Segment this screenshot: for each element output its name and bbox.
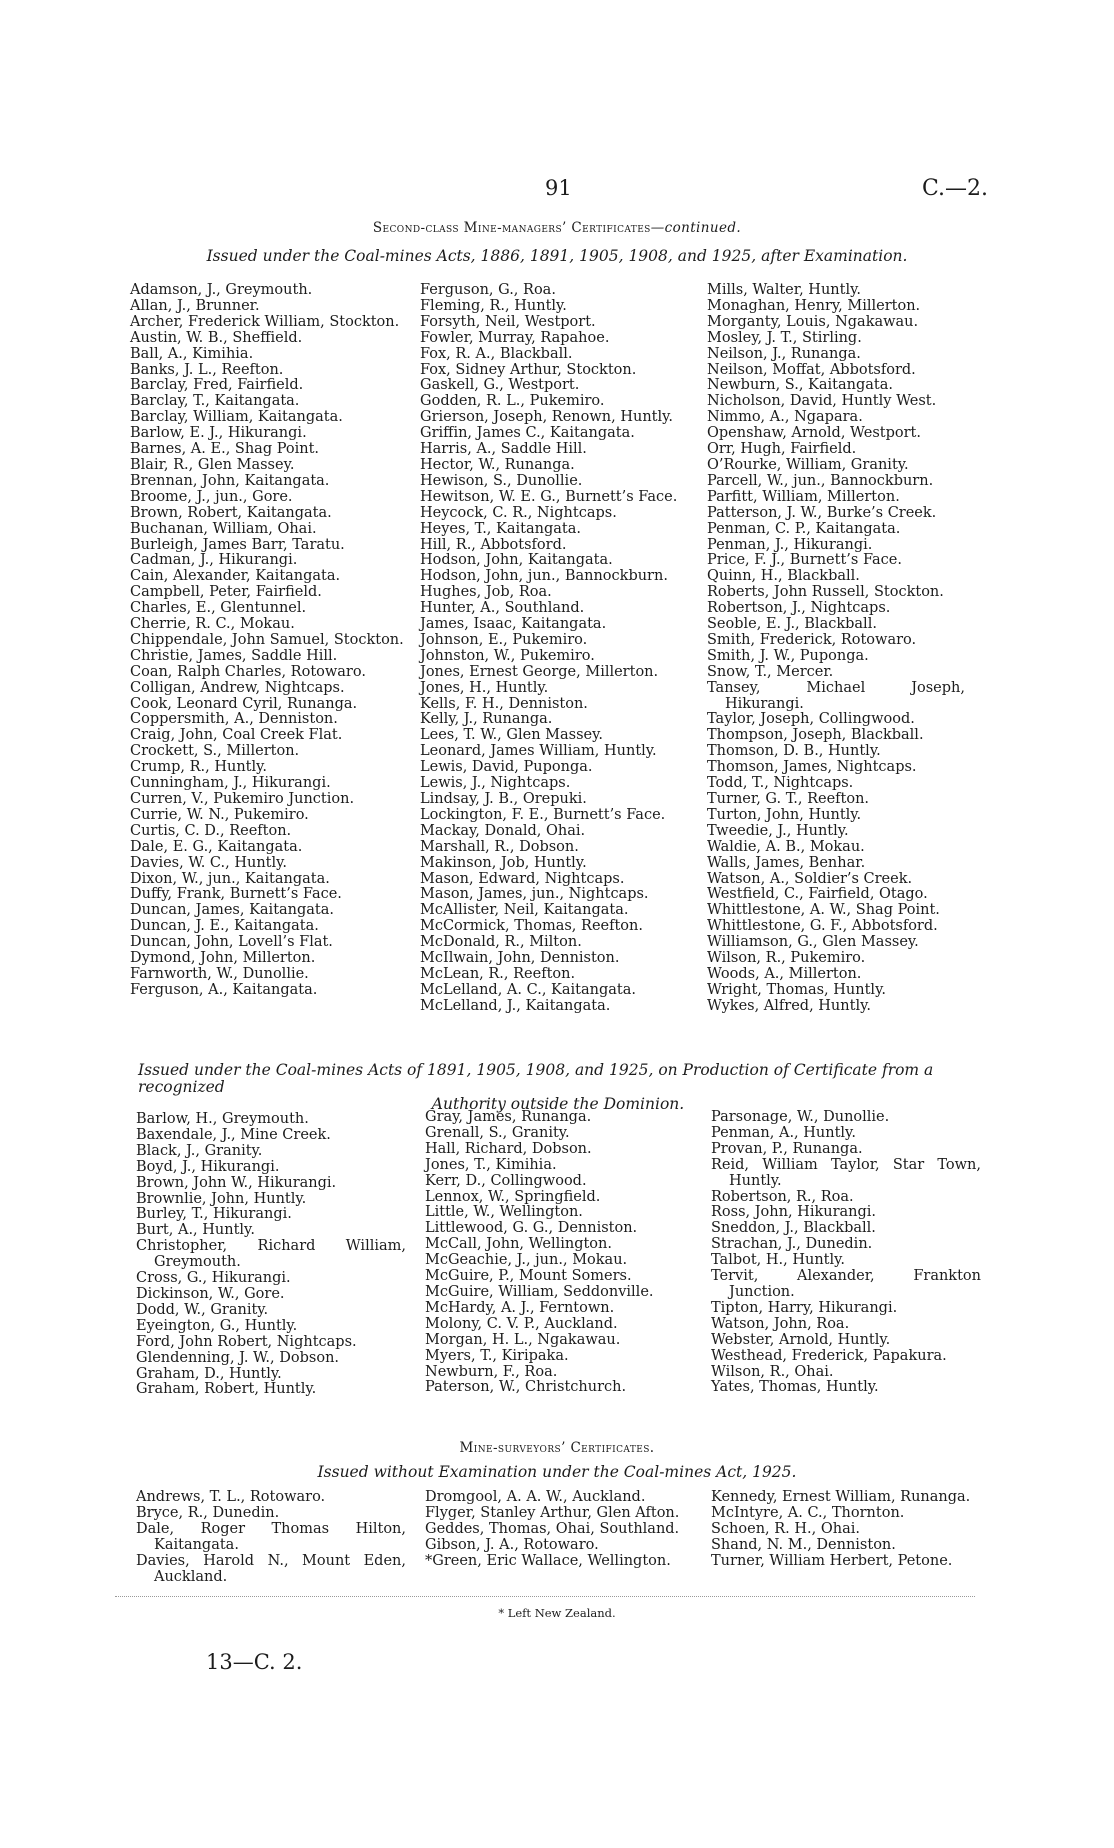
name-entry: Walls, James, Benhar. [707,854,866,871]
name-entry: Cunningham, J., Hikurangi. [130,775,331,792]
name-entry: Eyeington, G., Huntly. [136,1317,298,1334]
name-entry: Neilson, J., Runanga. [707,345,861,362]
name-entry: Heyes, T., Kaitangata. [420,520,581,537]
name-entry: Burleigh, James Barr, Taratu. [130,536,345,553]
name-entry: Craig, John, Coal Creek Flat. [130,727,343,744]
name-entry: Sneddon, J., Blackball. [711,1220,876,1237]
name-entry: Campbell, Peter, Fairfield. [130,584,322,601]
name-entry: Westhead, Frederick, Papakura. [711,1347,947,1364]
name-entry: Bryce, R., Dunedin. [136,1504,280,1521]
name-entry: Parcell, W., jun., Bannockburn. [707,472,934,489]
name-entry: Forsyth, Neil, Westport. [420,313,596,330]
name-entry: McIntyre, A. C., Thornton. [711,1504,905,1521]
name-entry: Jones, H., Huntly. [420,679,549,696]
name-entry: Dickinson, W., Gore. [136,1285,285,1302]
name-entry: Wilson, R., Pukemiro. [707,950,866,967]
name-entry: McDonald, R., Milton. [420,934,582,951]
name-entry: Broome, J., jun., Gore. [130,488,293,505]
footnote: * Left New Zealand. [498,1606,616,1620]
name-entry: Gaskell, G., Westport. [420,377,580,394]
section2-subtitle [138,1062,978,1113]
name-entry: Mackay, Donald, Ohai. [420,822,586,839]
name-entry: Turner, G. T., Reefton. [707,791,870,807]
name-entry: Tansey, Michael Joseph, Hikurangi. [707,679,965,712]
name-entry: O’Rourke, William, Granity. [707,456,909,473]
name-entry: Wykes, Alfred, Huntly. [707,997,871,1014]
name-entry: McLean, R., Reefton. [420,965,576,982]
name-entry: Grierson, Joseph, Renown, Huntly. [420,409,673,426]
name-entry: Barclay, William, Kaitangata. [130,409,343,426]
name-entry: Turner, William Herbert, Petone. [711,1552,953,1569]
name-entry: McCall, John, Wellington. [425,1236,612,1253]
name-entry: Kelly, J., Runanga. [420,711,553,728]
name-entry: James, Isaac, Kaitangata. [420,616,607,633]
section3-subtitle: Issued without Examination under the Coal-mines Act, 1925. [317,1463,797,1481]
name-entry: Orr, Hugh, Fairfield. [707,441,857,458]
name-entry: Paterson, W., Christchurch. [425,1379,627,1396]
name-entry: Andrews, T. L., Rotowaro. [136,1489,326,1505]
section1-title-suffix: —continued. [650,220,742,236]
name-entry: Morgan, H. L., Ngakawau. [425,1331,621,1348]
name-entry: Tipton, Harry, Hikurangi. [711,1299,898,1316]
section3-column-2 [425,1490,693,1570]
signature-mark: 13—C. 2. [206,1650,303,1674]
name-entry: Schoen, R. H., Ohai. [711,1520,860,1537]
name-entry: Thomson, James, Nightcaps. [707,759,917,776]
name-entry: Geddes, Thomas, Ohai, Southland. [425,1520,680,1537]
name-entry: Adamson, J., Greymouth. [130,282,313,298]
section1-title-text: Second-class Mine-managers’ Certificates [372,220,651,236]
section3-column-3 [711,1490,981,1570]
name-entry: *Green, Eric Wallace, Wellington. [425,1552,671,1569]
name-entry: Barlow, H., Greymouth. [136,1111,309,1127]
name-entry: Nicholson, David, Huntly West. [707,393,937,410]
name-entry: Boyd, J., Hikurangi. [136,1158,280,1175]
name-entry: Banks, J. L., Reefton. [130,361,284,378]
name-entry: Watson, A., Soldier’s Creek. [707,870,913,887]
name-entry: Robertson, R., Roa. [711,1188,854,1205]
name-entry: Fowler, Murray, Rapahoe. [420,329,610,346]
name-entry: Whittlestone, G. F., Abbotsford. [707,918,938,935]
section3-column-1 [136,1490,406,1585]
name-entry: McLelland, J., Kaitangata. [420,997,611,1014]
name-entry: Cherrie, R. C., Mokau. [130,616,295,633]
name-entry: Mills, Walter, Huntly. [707,282,861,298]
name-entry: Gibson, J. A., Rotowaro. [425,1536,599,1553]
name-entry: Hall, Richard, Dobson. [425,1140,592,1157]
name-entry: Cook, Leonard Cyril, Runanga. [130,695,358,712]
name-entry: Wilson, R., Ohai. [711,1363,834,1380]
name-entry: Flyger, Stanley Arthur, Glen Afton. [425,1504,680,1521]
name-entry: Todd, T., Nightcaps. [707,775,854,792]
name-entry: Jones, T., Kimihia. [425,1156,557,1173]
name-entry: Ball, A., Kimihia. [130,345,254,362]
section2-column-3 [711,1110,981,1396]
name-entry: Dixon, W., jun., Kaitangata. [130,870,330,887]
name-entry: Smith, J. W., Puponga. [707,647,869,664]
name-entry: Fox, Sidney Arthur, Stockton. [420,361,637,378]
name-entry: Watson, John, Roa. [711,1315,850,1332]
name-entry: Dale, E. G., Kaitangata. [130,838,303,855]
name-entry: Turton, John, Huntly. [707,806,862,823]
name-entry: Curtis, C. D., Reefton. [130,822,292,839]
name-entry: Marshall, R., Dobson. [420,838,579,855]
name-entry: Jones, Ernest George, Millerton. [420,663,659,680]
name-entry: Austin, W. B., Sheffield. [130,329,303,346]
name-entry: Lees, T. W., Glen Massey. [420,727,603,744]
name-entry: Reid, William Taylor, Star Town, Huntly. [711,1156,981,1189]
name-entry: Dymond, John, Millerton. [130,950,316,967]
name-entry: Cadman, J., Hikurangi. [130,552,298,569]
name-entry: Parsonage, W., Dunollie. [711,1109,890,1125]
name-entry: Wright, Thomas, Huntly. [707,981,886,998]
name-entry: McGuire, William, Seddonville. [425,1283,654,1300]
name-entry: Dromgool, A. A. W., Auckland. [425,1489,646,1505]
name-entry: Shand, N. M., Denniston. [711,1536,896,1553]
name-entry: Price, F. J., Burnett’s Face. [707,552,902,569]
name-entry: Brown, John W., Hikurangi. [136,1174,337,1191]
section1-subtitle: Issued under the Coal-mines Acts, 1886, 1891, 1905, 1908, and 1925, after Examination. [206,247,908,265]
name-entry: McCormick, Thomas, Reefton. [420,918,643,935]
name-entry: Brennan, John, Kaitangata. [130,472,330,489]
name-entry: Mason, Edward, Nightcaps. [420,870,625,887]
section1-title [0,220,1114,236]
name-entry: Duncan, John, Lovell’s Flat. [130,934,333,951]
section2-column-1 [136,1112,406,1398]
name-entry: Godden, R. L., Pukemiro. [420,393,605,410]
name-entry: Neilson, Moffat, Abbotsford. [707,361,916,378]
name-entry: Coppersmith, A., Denniston. [130,711,338,728]
name-entry: Grenall, S., Granity. [425,1124,570,1141]
name-entry: Hill, R., Abbotsford. [420,536,567,553]
name-entry: Chippendale, John Samuel, Stockton. [130,631,404,648]
name-entry: Thompson, Joseph, Blackball. [707,727,924,744]
name-entry: McGeachie, J., jun., Mokau. [425,1252,628,1269]
name-entry: Glendenning, J. W., Dobson. [136,1349,340,1366]
name-entry: Heycock, C. R., Nightcaps. [420,504,617,521]
footnote-rule [115,1596,975,1597]
name-entry: Ferguson, A., Kaitangata. [130,981,318,998]
name-entry: Graham, Robert, Huntly. [136,1381,317,1398]
name-entry: Littlewood, G. G., Denniston. [425,1220,638,1237]
name-entry: Patterson, J. W., Burke’s Creek. [707,504,937,521]
name-entry: Crump, R., Huntly. [130,759,268,776]
section1-column-2 [420,283,688,1015]
name-entry: Johnston, W., Pukemiro. [420,647,595,664]
name-entry: Fleming, R., Huntly. [420,297,567,314]
name-entry: Barnes, A. E., Shag Point. [130,441,320,458]
name-entry: McHardy, A. J., Ferntown. [425,1299,615,1316]
name-entry: Duffy, Frank, Burnett’s Face. [130,886,342,903]
name-entry: Hughes, Job, Roa. [420,584,552,601]
name-entry: Cross, G., Hikurangi. [136,1270,291,1287]
name-entry: Newburn, F., Roa. [425,1363,558,1380]
name-entry: Burley, T., Hikurangi. [136,1206,292,1223]
name-entry: Makinson, Job, Huntly. [420,854,587,871]
name-entry: Brown, Robert, Kaitangata. [130,504,332,521]
name-entry: Quinn, H., Blackball. [707,568,860,585]
name-entry: Kerr, D., Collingwood. [425,1172,587,1189]
name-entry: Johnson, E., Pukemiro. [420,631,588,648]
name-entry: Leonard, James William, Huntly. [420,743,657,760]
name-entry: Black, J., Granity. [136,1142,263,1159]
name-entry: Charles, E., Glentunnel. [130,600,307,617]
name-entry: Lockington, F. E., Burnett’s Face. [420,806,666,823]
name-entry: Davies, W. C., Huntly. [130,854,287,871]
name-entry: Lewis, J., Nightcaps. [420,775,571,792]
name-entry: Tweedie, J., Huntly. [707,822,849,839]
name-entry: Penman, J., Hikurangi. [707,536,873,553]
name-entry: Snow, T., Mercer. [707,663,834,680]
name-entry: Christopher, Richard William, Greymouth. [136,1238,406,1271]
name-entry: Duncan, James, Kaitangata. [130,902,335,919]
name-entry: Duncan, J. E., Kaitangata. [130,918,319,935]
name-entry: Myers, T., Kiripaka. [425,1347,569,1364]
name-entry: Fox, R. A., Blackball. [420,345,573,362]
name-entry: Strachan, J., Dunedin. [711,1236,873,1253]
name-entry: Talbot, H., Huntly. [711,1252,846,1269]
name-entry: Lewis, David, Puponga. [420,759,593,776]
section2-column-2 [425,1110,693,1396]
name-entry: Gray, James, Runanga. [425,1109,592,1125]
name-entry: Newburn, S., Kaitangata. [707,377,893,394]
name-entry: Robertson, J., Nightcaps. [707,600,891,617]
name-entry: Taylor, Joseph, Collingwood. [707,711,915,728]
name-entry: Archer, Frederick William, Stockton. [130,313,400,330]
name-entry: Barlow, E. J., Hikurangi. [130,425,307,442]
name-entry: Dale, Roger Thomas Hilton, Kaitangata. [136,1520,406,1553]
name-entry: Christie, James, Saddle Hill. [130,647,338,664]
name-entry: Curren, V., Pukemiro Junction. [130,791,355,807]
name-entry: Allan, J., Brunner. [130,297,260,314]
name-entry: Blair, R., Glen Massey. [130,456,295,473]
name-entry: Tervit, Alexander, Frankton Junction. [711,1268,981,1300]
name-entry: Buchanan, William, Ohai. [130,520,317,537]
name-entry: Coan, Ralph Charles, Rotowaro. [130,663,366,680]
name-entry: McGuire, P., Mount Somers. [425,1268,632,1285]
name-entry: Colligan, Andrew, Nightcaps. [130,679,345,696]
section2-subtitle-line2: Authority outside the Dominion. [431,1095,685,1113]
name-entry: Cain, Alexander, Kaitangata. [130,568,341,585]
name-entry: Hewitson, W. E. G., Burnett’s Face. [420,488,678,505]
name-entry: Mason, James, jun., Nightcaps. [420,886,649,903]
section1-column-3 [707,283,965,1015]
name-entry: Hector, W., Runanga. [420,456,575,473]
name-entry: Waldie, A. B., Mokau. [707,838,865,855]
name-entry: Webster, Arnold, Huntly. [711,1331,891,1348]
name-entry: McIlwain, John, Denniston. [420,950,620,967]
name-entry: Woods, A., Millerton. [707,965,862,982]
name-entry: Thomson, D. B., Huntly. [707,743,881,760]
name-entry: Openshaw, Arnold, Westport. [707,425,921,442]
name-entry: Baxendale, J., Mine Creek. [136,1126,331,1143]
name-entry: Davies, Harold N., Mount Eden, Auckland. [136,1552,406,1585]
name-entry: Crockett, S., Millerton. [130,743,300,760]
name-entry: Seoble, E. J., Blackball. [707,616,877,633]
name-entry: Hodson, John, Kaitangata. [420,552,613,569]
name-entry: Currie, W. N., Pukemiro. [130,806,309,823]
name-entry: Smith, Frederick, Rotowaro. [707,631,917,648]
name-entry: Burt, A., Huntly. [136,1222,255,1239]
name-entry: Yates, Thomas, Huntly. [711,1379,879,1396]
name-entry: Penman, A., Huntly. [711,1124,856,1141]
section1-column-1 [130,283,408,999]
name-entry: Farnworth, W., Dunollie. [130,965,309,982]
name-entry: Penman, C. P., Kaitangata. [707,520,901,537]
section3-title: Mine-surveyors’ Certificates. [459,1440,655,1456]
name-entry: Nimmo, A., Ngapara. [707,409,863,426]
name-entry: Ross, John, Hikurangi. [711,1204,877,1221]
name-entry: Lindsay, J. B., Orepuki. [420,791,587,807]
name-entry: Mosley, J. T., Stirling. [707,329,862,346]
name-entry: Williamson, G., Glen Massey. [707,934,919,951]
name-entry: Harris, A., Saddle Hill. [420,441,587,458]
name-entry: McAllister, Neil, Kaitangata. [420,902,629,919]
page-number: 91 [545,176,572,200]
name-entry: Monaghan, Henry, Millerton. [707,297,921,314]
name-entry: Hodson, John, jun., Bannockburn. [420,568,668,585]
name-entry: Little, W., Wellington. [425,1204,583,1221]
name-entry: Griffin, James C., Kaitangata. [420,425,635,442]
name-entry: Ferguson, G., Roa. [420,282,556,298]
section2-subtitle-line1: Issued under the Coal-mines Acts of 1891, 1905, 1908, and 1925, on Production of Certificate from a recognized [138,1061,934,1096]
name-entry: Barclay, Fred, Fairfield. [130,377,304,394]
name-entry: Kennedy, Ernest William, Runanga. [711,1489,971,1505]
name-entry: Roberts, John Russell, Stockton. [707,584,944,601]
name-entry: Hewison, S., Dunollie. [420,472,583,489]
name-entry: Barclay, T., Kaitangata. [130,393,300,410]
name-entry: Dodd, W., Granity. [136,1301,269,1318]
name-entry: Hunter, A., Southland. [420,600,585,617]
name-entry: Kells, F. H., Denniston. [420,695,588,712]
name-entry: Brownlie, John, Huntly. [136,1190,307,1207]
name-entry: Molony, C. V. P., Auckland. [425,1315,618,1332]
name-entry: Graham, D., Huntly. [136,1365,282,1382]
name-entry: Whittlestone, A. W., Shag Point. [707,902,940,919]
name-entry: Lennox, W., Springfield. [425,1188,601,1205]
name-entry: Morganty, Louis, Ngakawau. [707,313,919,330]
name-entry: McLelland, A. C., Kaitangata. [420,981,636,998]
name-entry: Provan, P., Runanga. [711,1140,863,1157]
name-entry: Parfitt, William, Millerton. [707,488,900,505]
name-entry: Westfield, C., Fairfield, Otago. [707,886,928,903]
document-reference: C.—2. [922,176,989,201]
name-entry: Ford, John Robert, Nightcaps. [136,1333,357,1350]
